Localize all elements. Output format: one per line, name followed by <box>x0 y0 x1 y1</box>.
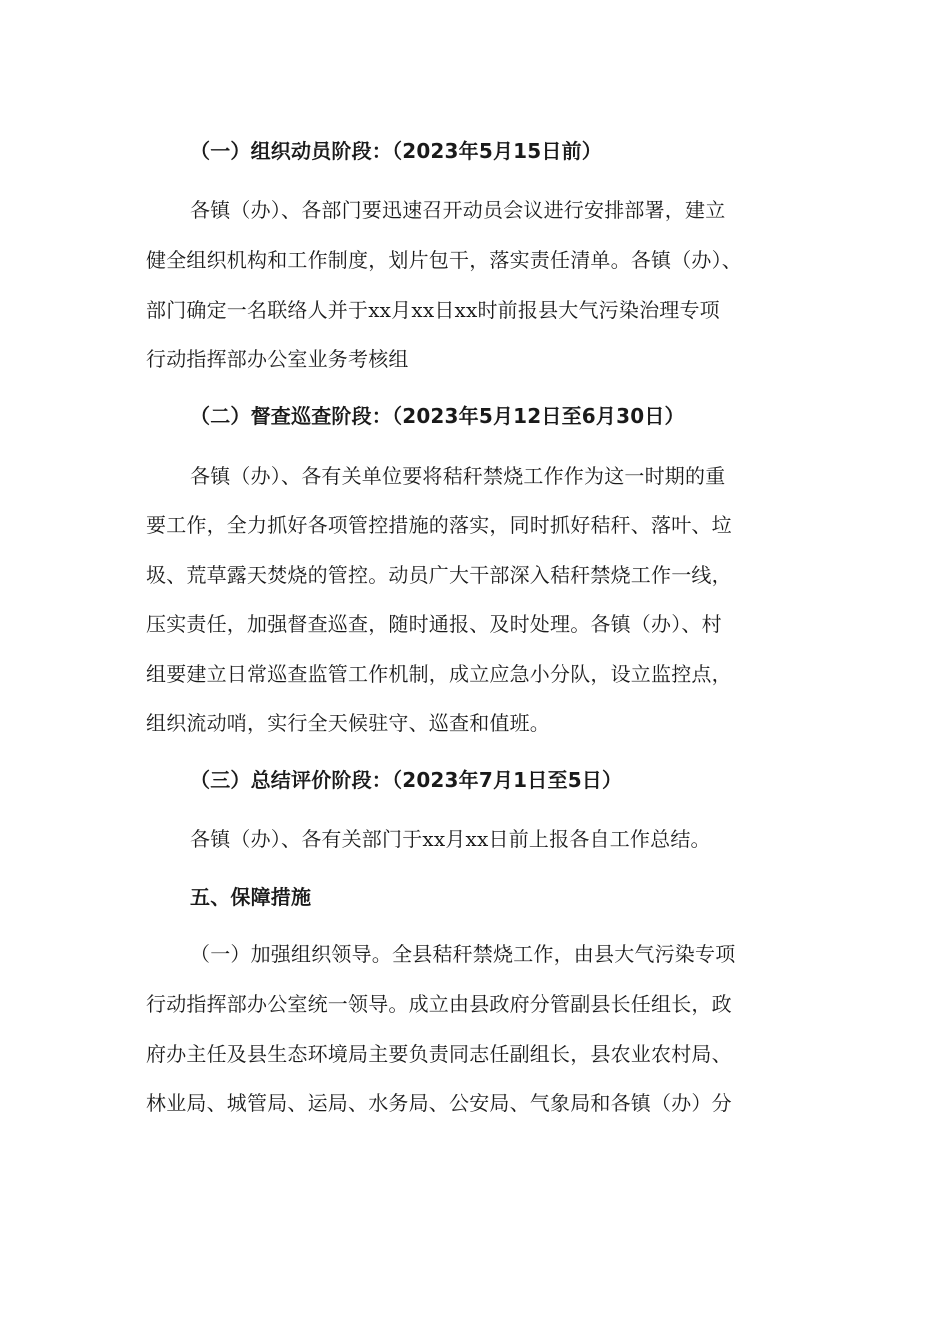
paragraph-line: 林业局、城管局、运局、水务局、公安局、气象局和各镇（办）分 <box>146 1091 732 1115</box>
section-heading: （二）督查巡查阶段：（2023年5月12日至6月30日） <box>190 404 685 428</box>
section-heading: 五、保障措施 <box>190 885 312 909</box>
paragraph-line: 部门确定一名联络人并于xx月xx日xx时前报县大气污染治理专项 <box>146 298 720 322</box>
paragraph-line: 各镇（办）、各有关部门于xx月xx日前上报各自工作总结。 <box>190 827 711 851</box>
paragraph-line: 行动指挥部办公室业务考核组 <box>146 347 409 371</box>
paragraph-line: 压实责任，加强督查巡查，随时通报、及时处理。各镇（办）、村 <box>146 612 722 636</box>
section-heading: （一）组织动员阶段：（2023年5月15日前） <box>190 139 603 163</box>
paragraph-line: 行动指挥部办公室统一领导。成立由县政府分管副县长任组长，政 <box>146 992 732 1016</box>
paragraph-line: 组织流动哨，实行全天候驻守、巡查和值班。 <box>146 711 550 735</box>
section-heading: （三）总结评价阶段：（2023年7月1日至5日） <box>190 768 623 792</box>
paragraph-line: 圾、荒草露天焚烧的管控。动员广大干部深入秸秆禁烧工作一线， <box>146 563 732 587</box>
paragraph-line: 各镇（办）、各部门要迅速召开动员会议进行安排部署，建立 <box>190 198 726 222</box>
paragraph-line: 各镇（办）、各有关单位要将秸秆禁烧工作作为这一时期的重 <box>190 464 726 488</box>
paragraph-line: （一）加强组织领导。全县秸秆禁烧工作，由县大气污染专项 <box>190 942 736 966</box>
paragraph-line: 要工作，全力抓好各项管控措施的落实，同时抓好秸秆、落叶、垃 <box>146 513 732 537</box>
paragraph-line: 健全组织机构和工作制度，划片包干，落实责任清单。各镇（办）、 <box>146 248 742 272</box>
paragraph-line: 府办主任及县生态环境局主要负责同志任副组长，县农业农村局、 <box>146 1042 732 1066</box>
paragraph-line: 组要建立日常巡查监管工作机制，成立应急小分队，设立监控点， <box>146 662 732 686</box>
